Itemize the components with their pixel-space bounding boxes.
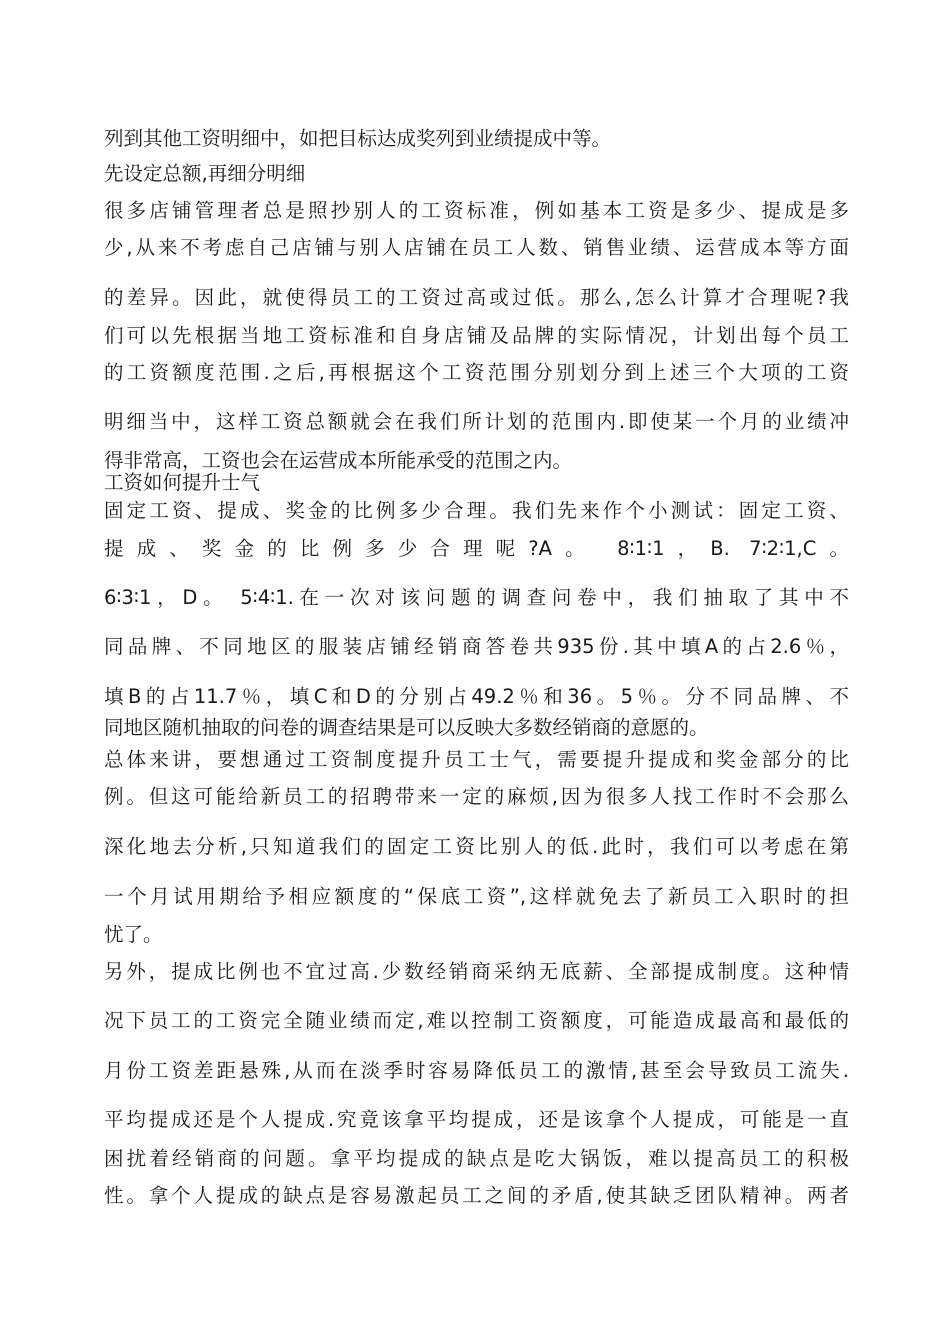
text-line: 平均提成还是个人提成.究竟该拿平均提成，还是该拿个人提成，可能是一直 [104,1108,849,1131]
text-line: 明细当中，这样工资总额就会在我们所计划的范围内.即使某一个月的业绩冲 [104,410,849,433]
text-line: 深化地去分析,只知道我们的固定工资比别人的低.此时，我们可以考虑在第 [104,835,849,858]
text-line: 同品牌、不同地区的服装店铺经销商答卷共935份.其中填A的占2.6％， [104,635,849,658]
text-line: 性。拿个人提成的缺点是容易激起员工之间的矛盾,使其缺乏团队精神。两者 [104,1184,849,1207]
text-line: 们可以先根据当地工资标准和自身店铺及品牌的实际情况，计划出每个员工 [104,324,849,347]
text-line: 列到其他工资明细中，如把目标达成奖列到业绩提成中等。 [104,127,612,150]
text-line: 固定工资、提成、奖金的比例多少合理。我们先来作个小测试：固定工资、 [104,499,849,522]
text-line: 月份工资差距悬殊,从而在淡季时容易降低员工的激情,甚至会导致员工流失. [104,1059,849,1082]
text-line: 一个月试用期给予相应额度的“保底工资”,这样就免去了新员工入职时的担 [104,885,849,908]
text-line: 况下员工的工资完全随业绩而定,难以控制工资额度，可能造成最高和最低的 [104,1009,849,1032]
text-line: 的工资额度范围.之后,再根据这个工资范围分别划分到上述三个大项的工资 [104,361,849,384]
text-line: 提成、奖金的比例多少合理呢?A。 8∶1∶1，B. 7∶2∶1,C。 [104,537,849,560]
text-line: 6∶3∶1，D。 5∶4∶1.在一次对该问题的调查问卷中，我们抽取了其中不 [104,586,849,609]
text-line: 填B的占11.7％，填C和D的分别占49.2％和36。5％。分不同品牌、不 [104,685,849,708]
section-heading: 工资如何提升士气 [104,471,261,494]
text-line: 忧了。 [104,923,163,946]
text-line: 总体来讲，要想通过工资制度提升员工士气，需要提升提成和奖金部分的比 [104,748,849,771]
text-line: 得非常高，工资也会在运营成本所能承受的范围之内。 [104,449,573,472]
text-line: 很多店铺管理者总是照抄别人的工资标准，例如基本工资是多少、提成是多 [104,199,849,222]
section-heading: 先设定总额,再细分明细 [104,162,306,185]
text-line: 同地区随机抽取的问卷的调查结果是可以反映大多数经销商的意愿的。 [104,716,709,739]
text-line: 少,从来不考虑自己店铺与别人店铺在员工人数、销售业绩、运营成本等方面 [104,236,849,259]
text-line: 另外，提成比例也不宜过高.少数经销商采纳无底薪、全部提成制度。这种情 [104,960,849,983]
text-line: 的差异。因此，就使得员工的工资过高或过低。那么,怎么计算才合理呢?我 [104,286,849,309]
text-line: 困扰着经销商的问题。拿平均提成的缺点是吃大锅饭，难以提高员工的积极 [104,1147,849,1170]
text-line: 例。但这可能给新员工的招聘带来一定的麻烦,因为很多人找工作时不会那么 [104,785,849,808]
